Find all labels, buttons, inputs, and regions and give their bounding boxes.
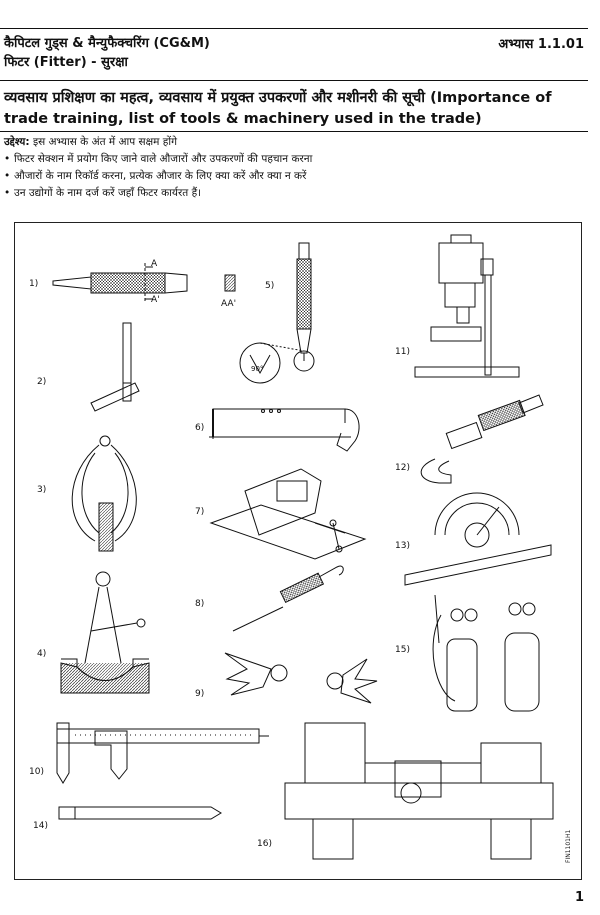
objective-item: • उन उद्योगों के नाम दर्ज करें जहाँ फिटर कार्यरत हैं। [4, 185, 588, 202]
trade-line: फिटर (Fitter) - सुरक्षा [4, 55, 128, 70]
figure-number: 4) [37, 649, 47, 659]
calipers [72, 436, 136, 551]
figure-number: 2) [37, 377, 47, 387]
figure-code: FIN1101H1 [565, 829, 572, 863]
objectives-label: उद्देश्य: [4, 136, 30, 148]
figure-number: 3) [37, 485, 47, 495]
header-rule [0, 80, 588, 81]
section-label-a2: A' [151, 295, 160, 305]
hacksaw [209, 409, 359, 451]
section-label-aa: AA' [221, 299, 237, 309]
figure-number: 11) [395, 347, 410, 357]
top-rule [0, 28, 588, 29]
objectives [4, 134, 588, 202]
lathe-machine [285, 723, 553, 859]
figure-number: 6) [195, 423, 205, 433]
figure-number: 10) [29, 767, 44, 777]
figure-number: 8) [195, 599, 205, 609]
drilling-machine [415, 235, 519, 377]
figure-number: 7) [195, 507, 205, 517]
gas-welding-set [433, 595, 539, 711]
vernier-caliper [57, 723, 269, 783]
page-title: व्यवसाय प्रशिक्षण का महत्व, व्यवसाय में प्रयुक्त उपकरणों और मशीनरी की सूची (Importance of trade training, list of tools & machinery used in the trade) [4, 90, 552, 127]
cold-chisel [59, 807, 221, 819]
micrometer [421, 395, 543, 483]
divider [61, 572, 149, 693]
module-title: कैपिटल गुड्स & मैन्युफैक्चरिंग (CG&M) [4, 36, 210, 51]
radius-gauge [225, 653, 377, 703]
try-square [91, 323, 139, 411]
exercise-number: अभ्यास 1.1.01 [498, 37, 584, 52]
file-tool [53, 263, 235, 303]
angle-label: 90° [251, 365, 264, 373]
bevel-protractor [405, 493, 551, 585]
objectives-intro: इस अभ्यास के अंत में आप सक्षम होंगे [32, 136, 178, 148]
figure-number: 15) [395, 645, 410, 655]
figure-number: 16) [257, 839, 272, 849]
tools-figure [14, 222, 582, 880]
objective-item: • औजारों के नाम रिकॉर्ड करना, प्रत्येक औजार के लिए क्या करें और क्या न करें [4, 168, 588, 185]
figure-number: 9) [195, 689, 205, 699]
figure-number: 13) [395, 541, 410, 551]
figure-number: 14) [33, 821, 48, 831]
header-left [4, 34, 210, 72]
figure-number: 5) [265, 281, 275, 291]
figure-number: 1) [29, 279, 39, 289]
section-label-a: A [151, 259, 158, 269]
objective-item: • फिटर सेक्शन में प्रयोग किए जाने वाले औजारों और उपकरणों की पहचान करना [4, 151, 588, 168]
bench-vice [211, 469, 365, 559]
tools-drawing [15, 223, 581, 879]
scriber [233, 566, 343, 631]
title-rule [0, 131, 588, 132]
page-number: 1 [574, 890, 584, 905]
figure-number: 12) [395, 463, 410, 473]
center-punch [240, 243, 314, 383]
